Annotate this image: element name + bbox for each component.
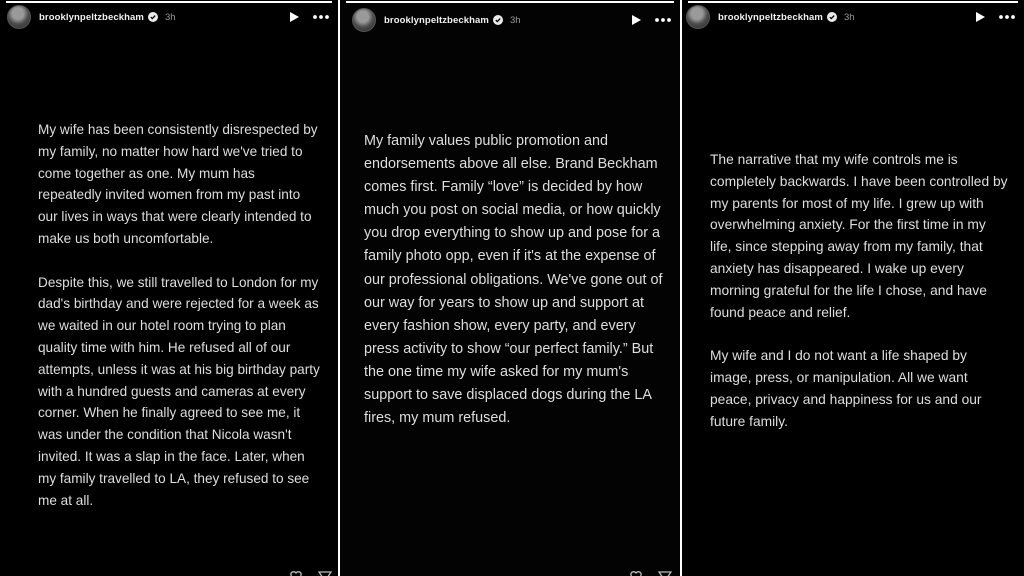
more-options-icon[interactable] <box>312 11 330 23</box>
username[interactable]: brooklynpeltzbeckham <box>384 14 489 26</box>
story-header <box>686 5 1016 29</box>
post-time: 3h <box>509 14 521 26</box>
story-paragraph: My family values public promotion and endorsements above all else. Brand Beckham comes first. Family “love” is decided by how much you post on social media, or how quickly you drop everything to show up and pose for a family photo opp, even if it's at the expense of our professional obligations. We've gone out of our way for years to show up and support at every fashion show, every party, and every press activity to show “our perfect family.” But the one time my wife asked for my mum's support to save displaced dogs during the LA fires, my mum refused. <box>364 133 663 427</box>
more-options-icon[interactable] <box>654 14 672 26</box>
username[interactable]: brooklynpeltzbeckham <box>718 11 823 23</box>
story-paragraph: Despite this, we still travelled to London for my dad's birthday and were rejected for a week as we waited in our hotel room trying to plan quality time with him. He refused all of our attempts, unless it was at his big birthday party with a hundred guests and cameras at every corner. When he finally agreed to see me, it was under the condition that Nicola wasn't invited. It was a slap in the face. Later, when my family travelled to LA, they refused to see me at all. <box>38 274 320 508</box>
verified-badge-icon <box>148 12 158 22</box>
verified-badge-icon <box>827 12 837 22</box>
story-panel-2 <box>340 0 680 576</box>
more-options-icon[interactable] <box>998 11 1016 23</box>
story-paragraph: My wife has been consistently disrespected by my family, no matter how hard we've tried to come together as one. My mum has repeatedly invited women from my past into our lives in ways that were clearly intended to make us both uncomfortable. <box>38 122 318 246</box>
verified-badge-icon <box>493 15 503 25</box>
play-icon[interactable] <box>288 11 300 23</box>
avatar[interactable] <box>352 8 376 32</box>
story-progress-bar <box>688 1 1018 3</box>
post-time: 3h <box>843 11 855 23</box>
heart-icon[interactable] <box>289 570 303 576</box>
avatar[interactable] <box>686 5 710 29</box>
story-header <box>352 8 672 32</box>
story-progress-bar <box>346 1 674 3</box>
share-icon[interactable] <box>318 570 332 576</box>
story-panel-3 <box>682 0 1024 576</box>
story-text <box>710 149 1010 432</box>
story-text <box>38 119 320 511</box>
story-panel-1 <box>0 0 338 576</box>
story-progress-bar <box>6 1 332 3</box>
story-paragraph: The narrative that my wife controls me is completely backwards. I have been controlled by my parents for most of my life. I grew up with overwhelming anxiety. For the first time in my life, since stepping away from my family, that anxiety has disappeared. I wake up every morning grateful for the life I chose, and have found peace and relief. <box>710 152 1008 320</box>
play-icon[interactable] <box>974 11 986 23</box>
username[interactable]: brooklynpeltzbeckham <box>39 11 144 23</box>
story-header <box>7 5 330 29</box>
story-text <box>364 130 672 430</box>
play-icon[interactable] <box>630 14 642 26</box>
heart-icon[interactable] <box>629 570 643 576</box>
avatar[interactable] <box>7 5 31 29</box>
story-paragraph: My wife and I do not want a life shaped by image, press, or manipulation. All we want peace, privacy and happiness for us and our future family. <box>710 348 982 429</box>
share-icon[interactable] <box>658 570 672 576</box>
post-time: 3h <box>164 11 176 23</box>
